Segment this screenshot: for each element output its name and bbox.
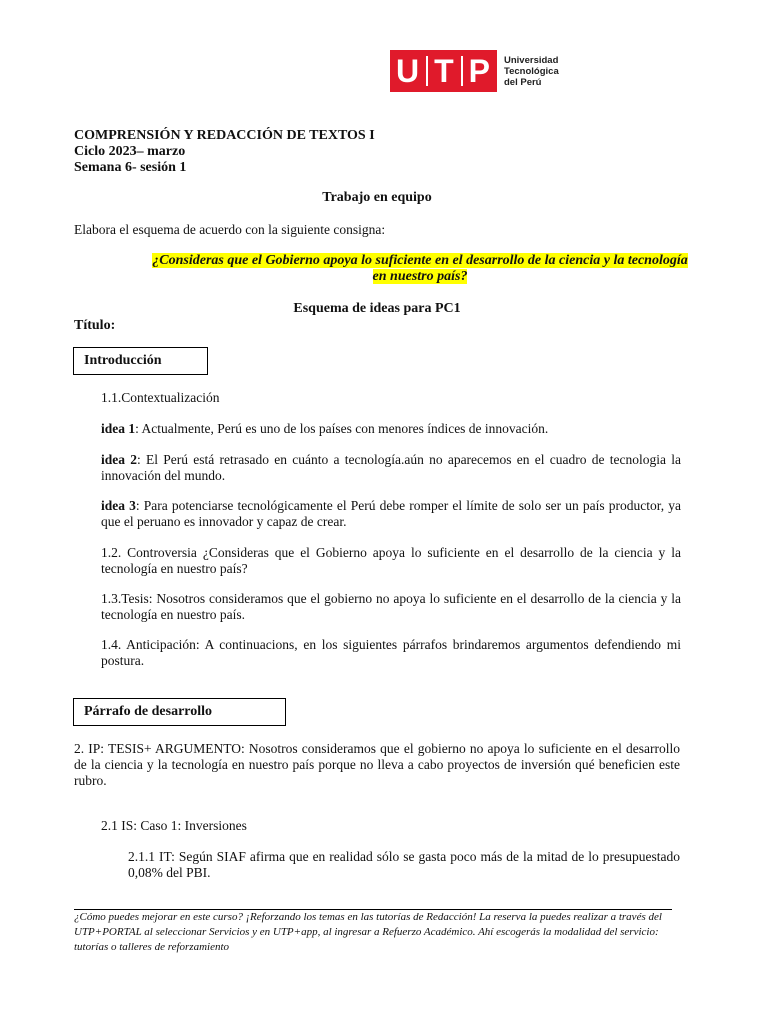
subtitle: Trabajo en equipo	[322, 190, 432, 205]
course-header	[74, 128, 375, 176]
idea-2: idea 2: El Perú está retrasado en cuánto a tecnología.aún no aparecemos en el cuadro de tecnologia la innovación del mundo.	[101, 452, 681, 483]
desarrollo-section-box: Párrafo de desarrollo	[73, 698, 286, 726]
footnote: ¿Cómo puedes mejorar en este curso? ¡Reforzando los temas en las tutorías de Redacción! La reserva la puedes realizar a través del UTP+PORTAL al seleccionar Servicios y en UTP+app, al ingresar a Refuerzo Académico. Ahí escogerás la modalidad del servicio: tutorías o talleres de reforzamiento	[74, 911, 662, 953]
titulo-label: Título:	[74, 318, 116, 333]
consigna-question: ¿Consideras que el Gobierno apoya lo suficiente en el desarrollo de la ciencia y la tecnología en nuestro país?	[152, 253, 688, 284]
utp-logo	[390, 50, 559, 92]
intro-section-box: Introducción	[73, 347, 208, 375]
course-title: COMPRENSIÓN Y REDACCIÓN DE TEXTOS I	[74, 128, 375, 143]
instruction: Elabora el esquema de acuerdo con la siguiente consigna:	[74, 222, 386, 237]
tesis: 1.3.Tesis: Nosotros consideramos que el gobierno no apoya lo suficiente en el desarrollo de la ciencia y la tecnología en nuestro país.	[101, 591, 681, 622]
contextualizacion: 1.1.Contextualización	[101, 390, 220, 405]
ip-paragraph: 2. IP: TESIS+ ARGUMENTO: Nosotros consideramos que el gobierno no apoya lo suficiente en el desarrollo de la ciencia y la tecnología en nuestro país porque no lleva a cabo proyectos de inversión qué beneficien este rubro.	[74, 741, 680, 788]
schema-title: Esquema de ideas para PC1	[293, 301, 461, 316]
idea-3: idea 3: Para potenciarse tecnológicamente el Perú debe romper el límite de solo ser un país productor, ya que el peruano es innovador y capaz de crear.	[101, 498, 681, 529]
course-cycle: Ciclo 2023– marzo	[74, 144, 186, 159]
is-paragraph: 2.1 IS: Caso 1: Inversiones	[101, 818, 247, 833]
anticipacion: 1.4. Anticipación: A continuacions, en los siguientes párrafos brindaremos argumentos defendiendo mi postura.	[101, 637, 681, 668]
utp-logo-text: Universidad Tecnológica del Perú	[504, 54, 559, 88]
controversia: 1.2. Controversia ¿Consideras que el Gobierno apoya lo suficiente en el desarrollo de la ciencia y la tecnología en nuestro país?	[101, 545, 681, 576]
utp-logo-mark: U T P	[390, 50, 497, 92]
course-week: Semana 6- sesión 1	[74, 160, 187, 175]
it-paragraph: 2.1.1 IT: Según SIAF afirma que en realidad sólo se gasta poco más de la mitad de lo presupuestado 0,08% del PBI.	[128, 849, 680, 880]
idea-1: idea 1: Actualmente, Perú es uno de los países con menores índices de innovación.	[101, 421, 549, 436]
